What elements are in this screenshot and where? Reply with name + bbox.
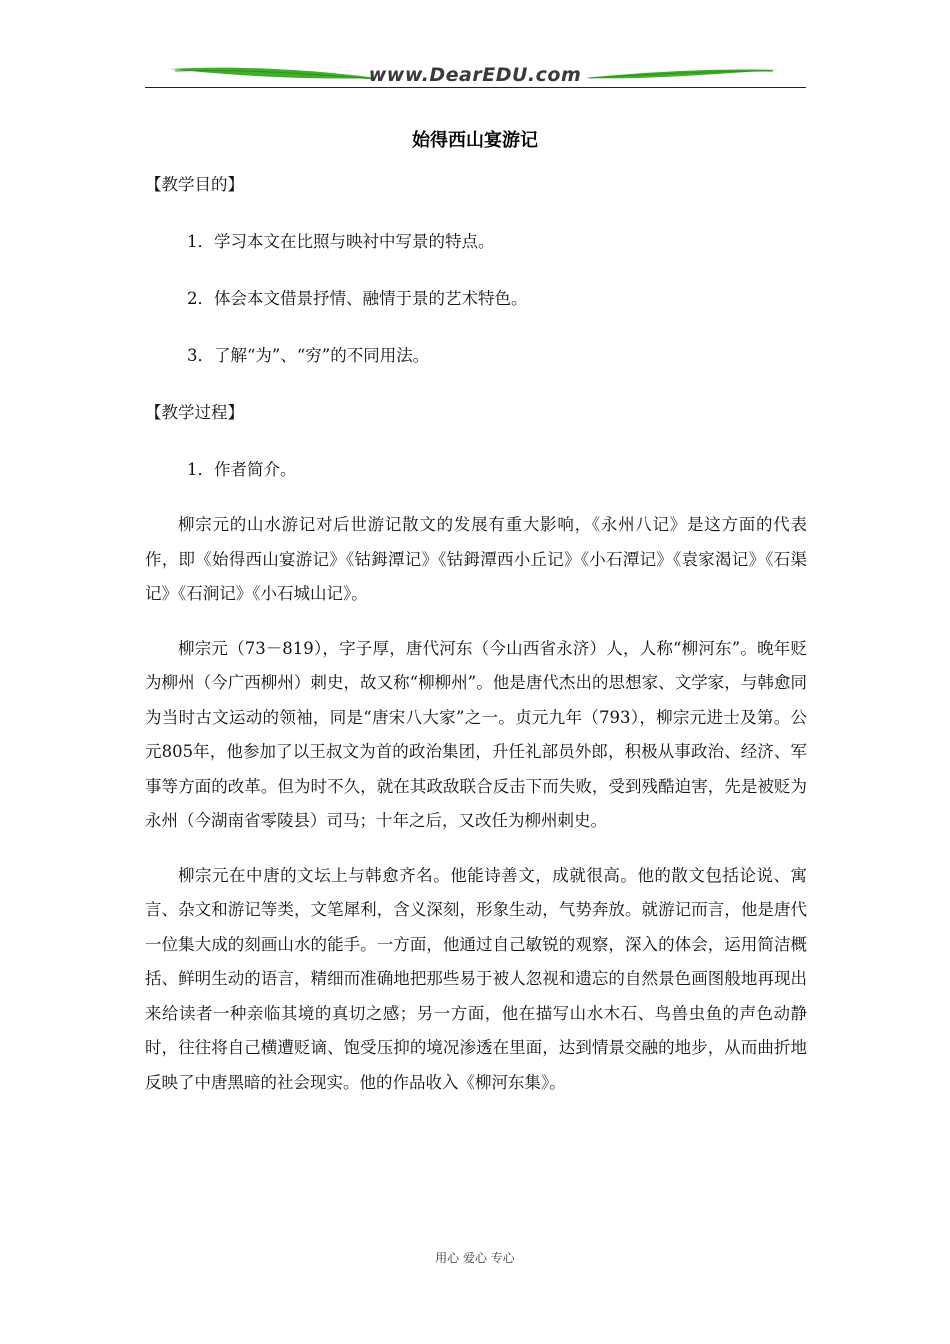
process-heading: 【教学过程】 [145,403,244,422]
objective-item: 3．了解“为”、“穷”的不同用法。 [187,346,430,365]
objective-item: 2．体会本文借景抒情、融情于景的艺术特色。 [187,289,528,308]
document-body [145,166,807,1100]
paragraph-works: 柳宗元的山水游记对后世游记散文的发展有重大影响，《永州八记》是这方面的代表作，即《始得西山宴游记》《钴鉧潭记》《钴鉧潭西小丘记》《小石潭记》《袁家渴记》《石渠记》《石涧记》《小石城山记》。 [145,515,807,603]
objective-item: 1．学习本文在比照与映衬中写景的特点。 [187,232,495,251]
paragraph-biography: 柳宗元（73－819），字子厚，唐代河东（今山西省永济）人，人称“柳河东”。晚年贬为柳州（今广西柳州）刺史，故又称“柳柳州”。他是唐代杰出的思想家、文学家，与韩愈同为当时古文运动的领袖，同是“唐宋八大家”之一。贞元九年（793），柳宗元进士及第。公元805年，他参加了以王叔文为首的政治集团，升任礼部员外郎，积极从事政治、经济、军事等方面的改革。但为时不久，就在其政敌联合反击下而失败，受到残酷迫害，先是被贬为永州（今湖南省零陵县）司马；十年之后，又改任为柳州刺史。 [145,638,807,830]
site-name: www.DearEDU.com [368,64,582,86]
document-title: 始得西山宴游记 [412,130,538,151]
site-header-banner [145,60,805,90]
header-divider [145,87,806,88]
paragraph-literary-style: 柳宗元在中唐的文坛上与韩愈齐名。他能诗善文，成就很高。他的散文包括论说、寓言、杂文和游记等类，文笔犀利，含义深刻，形象生动，气势奔放。就游记而言，他是唐代一位集大成的刻画山水的能手。一方面，他通过自己敏锐的观察，深入的体会，运用简洁概括、鲜明生动的语言，精细而准确地把那些易于被人忽视和遗忘的自然景色画图般地再现出来给读者一种亲临其境的真切之感；另一方面，他在描写山水木石、鸟兽虫鱼的声色动静时，往往将自己横遭贬谪、饱受压抑的境况渗透在里面，达到情景交融的地步，从而曲折地反映了中唐黑暗的社会现实。他的作品收入《柳河东集》。 [145,865,807,1092]
process-item: 1．作者简介。 [187,460,297,479]
page-footer: 用心 爱心 专心 [435,1251,515,1265]
objectives-heading: 【教学目的】 [145,175,244,194]
